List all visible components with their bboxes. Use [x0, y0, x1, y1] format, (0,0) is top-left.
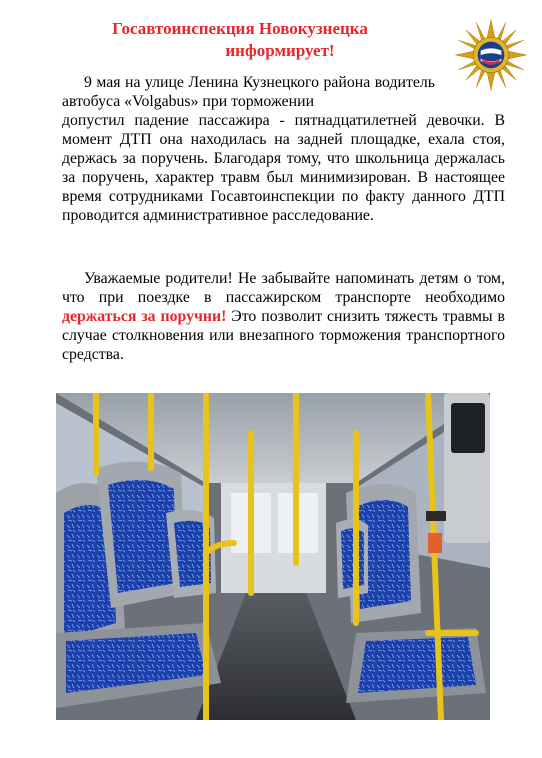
title-line-1: Госавтоинспекция Новокузнецка	[112, 19, 368, 38]
article-paragraph-1	[62, 73, 505, 225]
article-paragraph-2-after: Это позволит снизить тяжесть травмы в случае столкновения или внезапного торможения транспортного средства.	[62, 308, 505, 363]
title-line-2: информирует!	[225, 41, 335, 60]
bus-interior-illustration	[56, 393, 490, 720]
article-paragraph-2	[62, 269, 505, 364]
article-highlight: держаться за поручни!	[62, 308, 227, 325]
article-paragraph-1-lead: 9 мая на улице Ленина Кузнецкого района водитель автобуса «Volgabus» при торможении	[62, 74, 435, 110]
article-paragraph-2-before: Уважаемые родители! Не забывайте напоминать детям о том, что при поездке в пассажирском транспорте необходимо	[62, 270, 505, 306]
article-paragraph-1-rest: допустил падение пассажира - пятнадцатилетней девочки. В момент ДТП она находилась на задней площадке, ехала стоя, держась за поручень. Благодаря тому, что школьница держалась за поручень, характер травм был минимизирован. В настоящее время сотрудниками Госавтоинспекции по факту данного ДТП проводится административное расследование.	[62, 112, 505, 224]
bus-interior-photo	[56, 393, 490, 720]
